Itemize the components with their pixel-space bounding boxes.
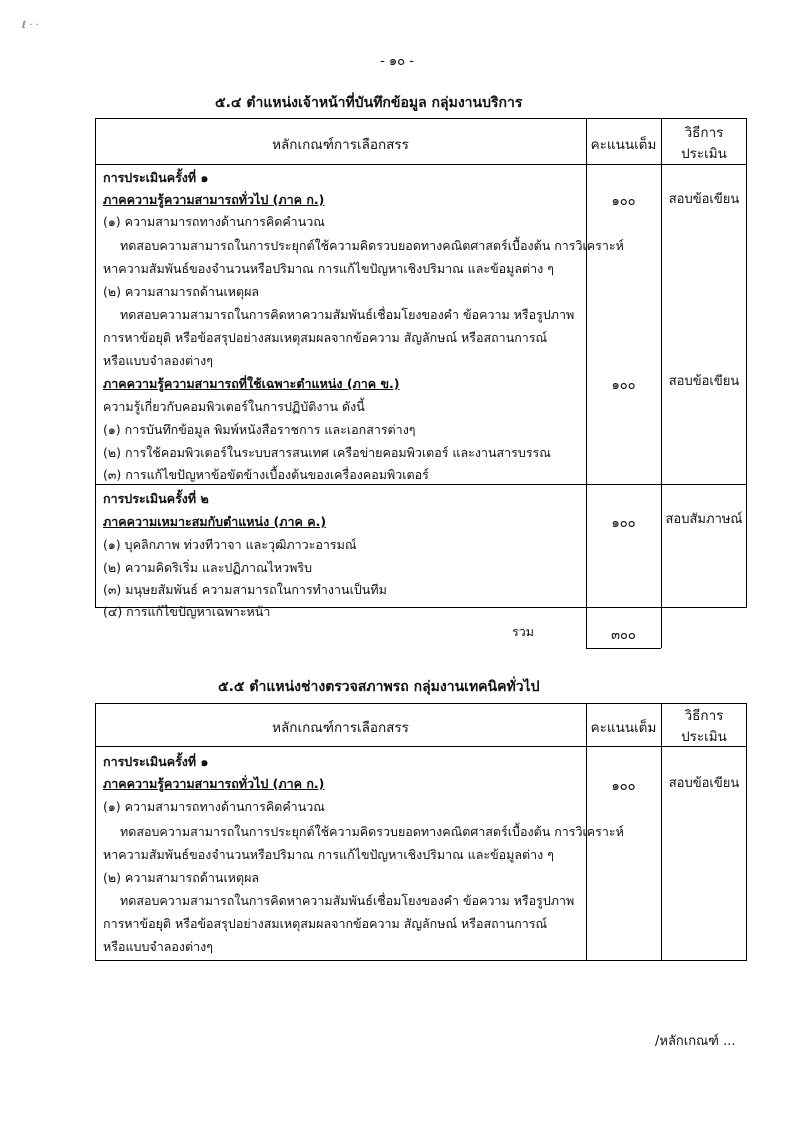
part-a-method: สอบข้อเขียน xyxy=(668,776,740,791)
part-a-line: (๑) ความสามารถทางด้านการคิดคำนวณ xyxy=(103,799,325,814)
part-b-title: ภาคความรู้ความสามารถที่ใช้เฉพาะตำแหน่ง (ภาค ข.) xyxy=(103,376,400,391)
part-a-line: หาความสัมพันธ์ของจำนวนหรือปริมาณ การแก้ไขปัญหาเชิงปริมาณ และข้อมูลต่าง ๆ xyxy=(103,847,554,862)
part-a-title: ภาคความรู้ความสามารถทั่วไป (ภาค ก.) xyxy=(103,776,325,791)
part-c-method: สอบสัมภาษณ์ xyxy=(665,512,743,527)
section-title-5-4: ๕.๔ ตำแหน่งเจ้าหน้าที่บันทึกข้อมูล กลุ่มงานบริการ xyxy=(215,95,523,111)
part-c-line: (๔) การแก้ไขปัญหาเฉพาะหน้า xyxy=(103,604,271,619)
part-a-line: การหาข้อยุติ หรือข้อสรุปอย่างสมเหตุสมผลจากข้อความ สัญลักษณ์ หรือสถานการณ์ xyxy=(103,916,548,931)
total-label: รวม xyxy=(512,624,534,639)
part-a-line: หาความสัมพันธ์ของจำนวนหรือปริมาณ การแก้ไขปัญหาเชิงปริมาณ และข้อมูลต่าง ๆ xyxy=(103,261,554,276)
part-a-line: ทดสอบความสามารถในการประยุกต์ใช้ความคิดรวบยอดทางคณิตศาสตร์เบื้องต้น การวิเคราะห์ xyxy=(120,238,624,253)
header-method-line1: วิธีการ xyxy=(684,708,724,724)
header-criteria: หลักเกณฑ์การเลือกสรร xyxy=(272,720,409,736)
header-method-line2: ประเมิน xyxy=(681,146,727,162)
part-a-line: (๒) ความสามารถด้านเหตุผล xyxy=(103,870,260,885)
part-a-method: สอบข้อเขียน xyxy=(668,192,740,207)
stray-marks: ℓ · · xyxy=(22,20,39,31)
part-c-score: ๑๐๐ xyxy=(611,516,636,531)
part-c-line: (๒) ความคิดริเริ่ม และปฏิภาณไหวพริบ xyxy=(103,560,313,575)
part-a-line: ทดสอบความสามารถในการคิดหาความสัมพันธ์เชื่อมโยงของคำ ข้อความ หรือรูปภาพ xyxy=(120,307,575,322)
header-criteria: หลักเกณฑ์การเลือกสรร xyxy=(272,137,409,153)
header-method-line2: ประเมิน xyxy=(681,729,727,745)
round1-title: การประเมินครั้งที่ ๑ xyxy=(103,170,209,185)
part-a-line: หรือแบบจำลองต่างๆ xyxy=(103,939,213,954)
part-a-line: (๒) ความสามารถด้านเหตุผล xyxy=(103,284,260,299)
part-a-score: ๑๐๐ xyxy=(611,194,636,209)
part-a-score: ๑๐๐ xyxy=(611,779,636,794)
part-a-line: ทดสอบความสามารถในการคิดหาความสัมพันธ์เชื่อมโยงของคำ ข้อความ หรือรูปภาพ xyxy=(120,893,575,908)
part-c-title: ภาคความเหมาะสมกับตำแหน่ง (ภาค ค.) xyxy=(103,514,327,529)
continuation-note: /หลักเกณฑ์ ... xyxy=(655,1034,736,1049)
total-score: ๓๐๐ xyxy=(611,628,636,643)
section-title-5-5: ๕.๕ ตำแหน่งช่างตรวจสภาพรถ กลุ่มงานเทคนิคทั่วไป xyxy=(218,679,540,695)
page-number: - ๑๐ - xyxy=(380,54,414,69)
header-method-line1: วิธีการ xyxy=(684,125,724,141)
part-b-score: ๑๐๐ xyxy=(611,378,636,393)
round2-title: การประเมินครั้งที่ ๒ xyxy=(103,491,209,506)
part-c-line: (๓) มนุษยสัมพันธ์ ความสามารถในการทำงานเป็นทีม xyxy=(103,582,387,597)
part-a-title: ภาคความรู้ความสามารถทั่วไป (ภาค ก.) xyxy=(103,192,325,207)
part-b-line: (๑) การบันทึกข้อมูล พิมพ์หนังสือราชการ และเอกสารต่างๆ xyxy=(103,422,416,437)
part-a-line: ทดสอบความสามารถในการประยุกต์ใช้ความคิดรวบยอดทางคณิตศาสตร์เบื้องต้น การวิเคราะห์ xyxy=(120,824,624,839)
header-full-score: คะแนนเต็ม xyxy=(590,137,657,153)
part-a-line: (๑) ความสามารถทางด้านการคิดคำนวณ xyxy=(103,214,325,229)
part-c-line: (๑) บุคลิกภาพ ท่วงทีวาจา และวุฒิภาวะอารมณ์ xyxy=(103,537,357,552)
part-a-line: การหาข้อยุติ หรือข้อสรุปอย่างสมเหตุสมผลจากข้อความ สัญลักษณ์ หรือสถานการณ์ xyxy=(103,330,548,345)
part-b-line: (๒) การใช้คอมพิวเตอร์ในระบบสารสนเทศ เครือข่ายคอมพิวเตอร์ และงานสารบรรณ xyxy=(103,445,551,460)
header-full-score: คะแนนเต็ม xyxy=(590,720,657,736)
part-b-method: สอบข้อเขียน xyxy=(668,374,740,389)
part-b-line: (๓) การแก้ไขปัญหาข้อขัดข้างเบื้องต้นของเครื่องคอมพิวเตอร์ xyxy=(103,467,429,482)
part-b-line: ความรู้เกี่ยวกับคอมพิวเตอร์ในการปฏิบัติงาน ดังนี้ xyxy=(103,399,365,414)
part-a-line: หรือแบบจำลองต่างๆ xyxy=(103,353,213,368)
round1-title: การประเมินครั้งที่ ๑ xyxy=(103,754,209,769)
